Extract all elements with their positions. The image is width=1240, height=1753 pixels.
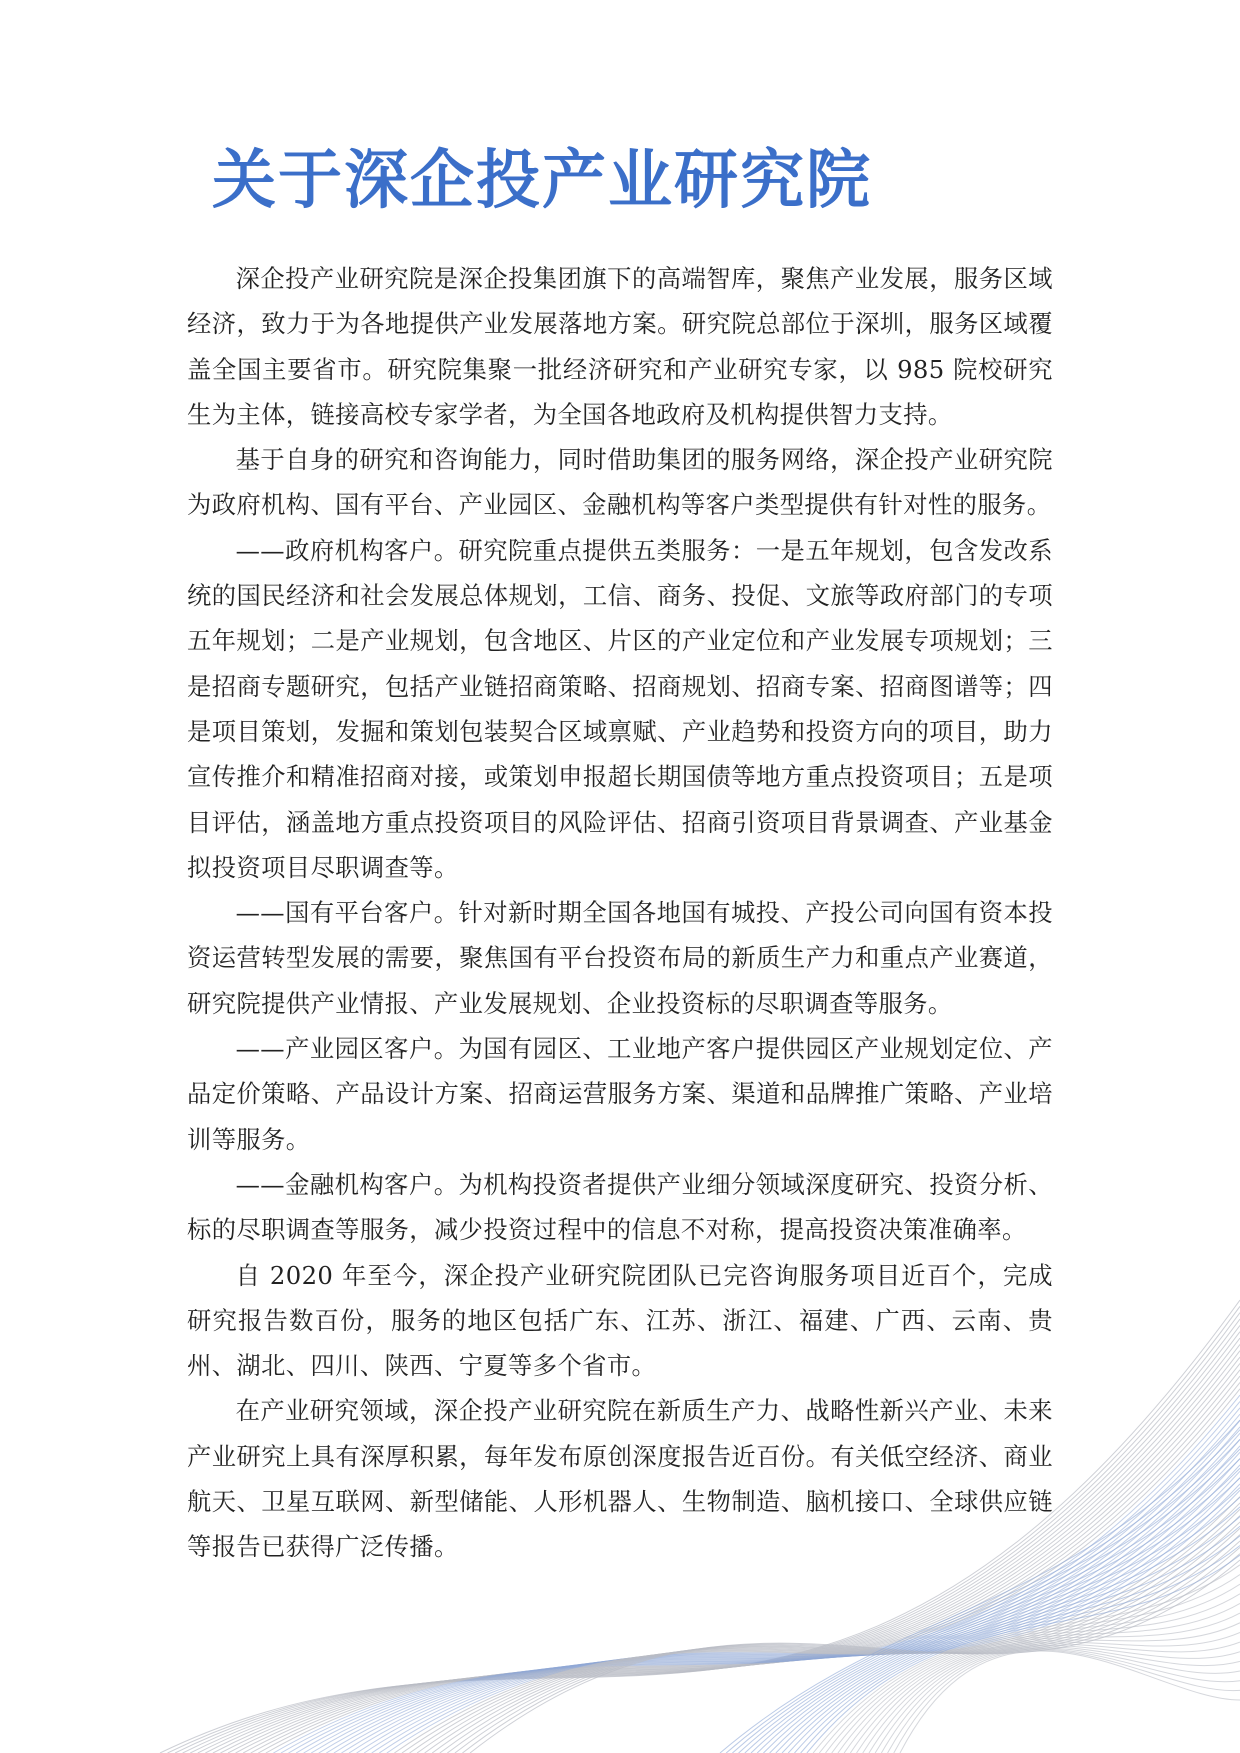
paragraph-financial-clients: ——金融机构客户。为机构投资者提供产业细分领域深度研究、投资分析、标的尽职调查等服务，减少投资过程中的信息不对称，提高投资决策准确率。 bbox=[187, 1169, 1053, 1245]
wave-line bbox=[894, 1650, 1240, 1753]
paragraph-achievements: 自 2020 年至今，深企投产业研究院团队已完咨询服务项目近百个，完成研究报告数百份，服务的地区包括广东、江苏、浙江、福建、广西、云南、贵州、湖北、四川、陕西、宁夏等多个省市。 bbox=[187, 1260, 1053, 1381]
paragraph-government-clients: ——政府机构客户。研究院重点提供五类服务：一是五年规划，包含发改系统的国民经济和社会发展总体规划，工信、商务、投促、文旅等政府部门的专项五年规划；二是产业规划，包含地区、片区的产业定位和产业发展专项规划；三是招商专题研究，包括产业链招商策略、招商规划、招商专案、招商图谱等；四是项目策划，发掘和策划包装契合区域禀赋、产业趋势和投资方向的项目，助力宣传推介和精准招商对接，或策划申报超长期国债等地方重点投资项目；五是项目评估，涵盖地方重点投资项目的风险评估、招商引资项目背景调查、产业基金拟投资项目尽职调查等。 bbox=[187, 535, 1053, 882]
body-text bbox=[187, 256, 1053, 1570]
paragraph-services: 基于自身的研究和咨询能力，同时借助集团的服务网络，深企投产业研究院为政府机构、国有平台、产业园区、金融机构等客户类型提供有针对性的服务。 bbox=[187, 445, 1053, 520]
paragraph-research-fields: 在产业研究领域，深企投产业研究院在新质生产力、战略性新兴产业、未来产业研究上具有深厚积累，每年发布原创深度报告近百份。有关低空经济、商业航天、卫星互联网、新型储能、人形机器人、生物制造、脑机接口、全球供应链等报告已获得广泛传播。 bbox=[187, 1396, 1053, 1562]
paragraph-state-platform-clients: ——国有平台客户。针对新时期全国各地国有城投、产投公司向国有资本投资运营转型发展的需要，聚焦国有平台投资布局的新质生产力和重点产业赛道，研究院提供产业情报、产业发展规划、企业投资标的尽职调查等服务。 bbox=[187, 898, 1053, 1018]
paragraph-industrial-park-clients: ——产业园区客户。为国有园区、工业地产客户提供园区产业规划定位、产品定价策略、产品设计方案、招商运营服务方案、渠道和品牌推广策略、产业培训等服务。 bbox=[187, 1034, 1053, 1154]
paragraph-intro: 深企投产业研究院是深企投集团旗下的高端智库，聚焦产业发展，服务区域经济，致力于为各地提供产业发展落地方案。研究院总部位于深圳，服务区域覆盖全国主要省市。研究院集聚一批经济研究和产业研究专家，以 985 院校研究生为主体，链接高校专家学者，为全国各地政府及机构提供智力支持。 bbox=[187, 264, 1053, 429]
page-title: 关于深企投产业研究院 bbox=[212, 144, 872, 218]
